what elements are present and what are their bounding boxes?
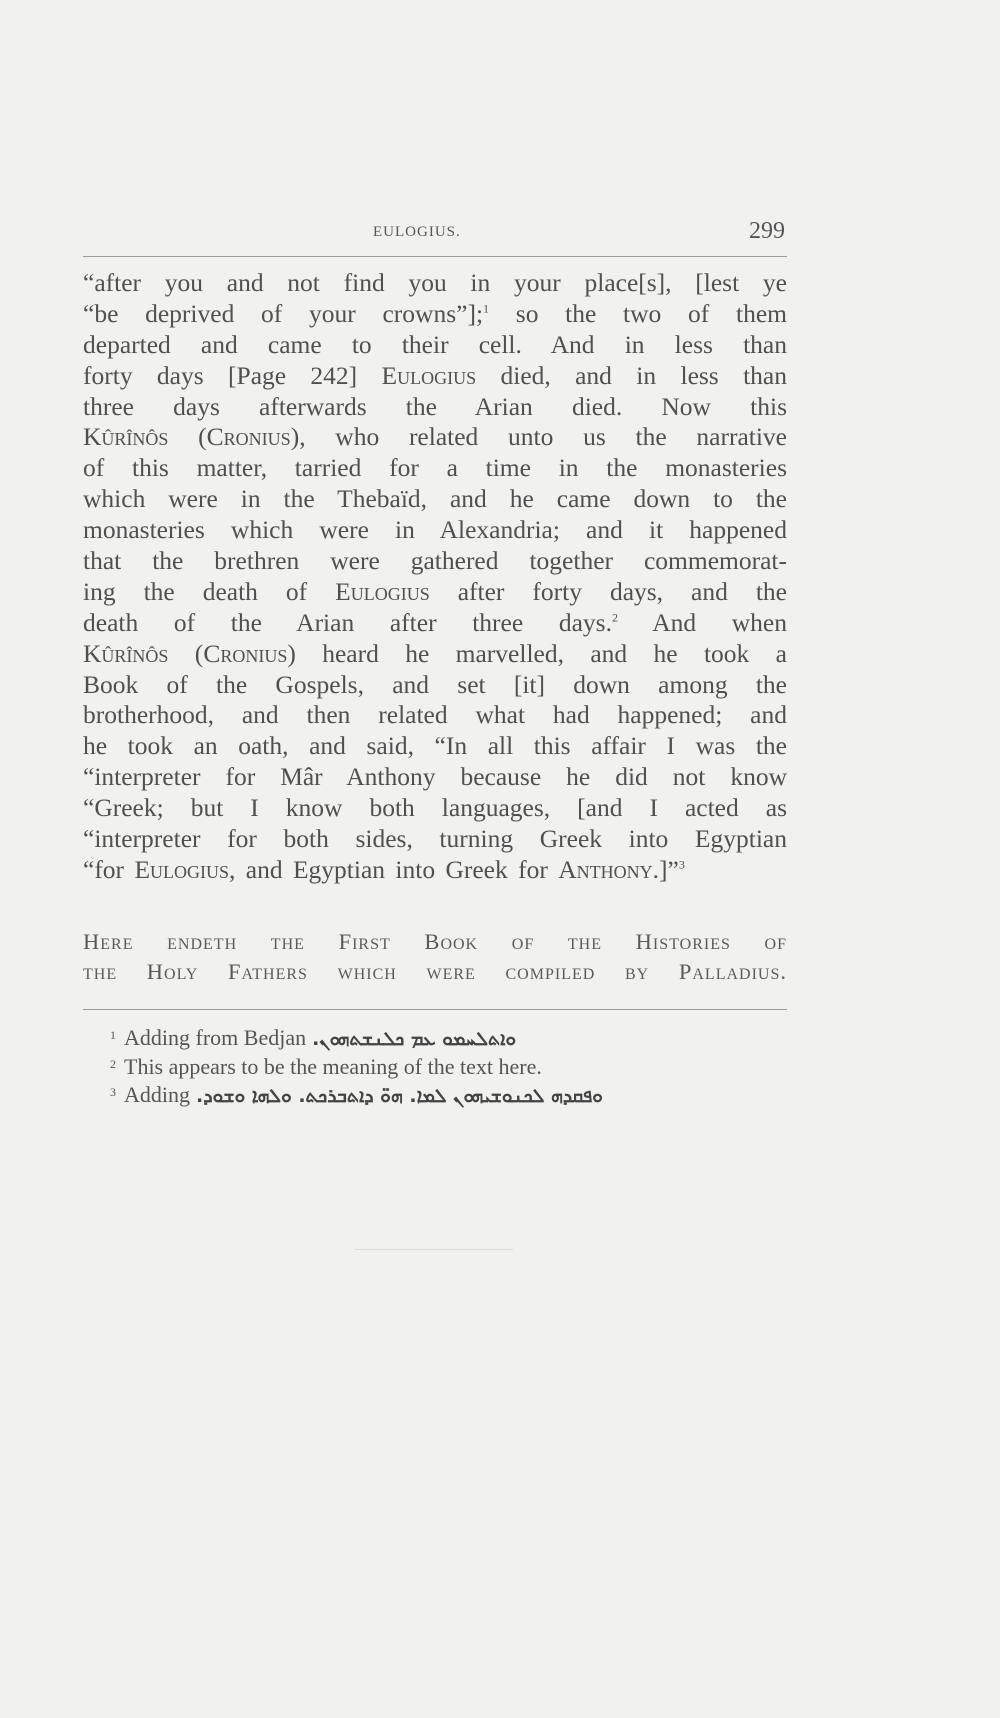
text-run: “interpreter for Mâr Anthony because he did not know xyxy=(83,762,787,792)
body-line xyxy=(83,700,787,731)
footnote-marker: 2 xyxy=(110,1057,116,1071)
footnote xyxy=(110,1081,764,1110)
text-run: forty days [Page 242] xyxy=(83,360,382,390)
footnote-text: This appears to be the meaning of the text here. xyxy=(124,1054,542,1079)
text-run: ( xyxy=(168,422,207,452)
body-line xyxy=(83,639,787,670)
body-text xyxy=(83,268,787,886)
body-line xyxy=(83,392,787,423)
syriac-text: ܘܐܬܠܚܡܘ ܥܡ ܟܠܢܫܬܗܘܢ. xyxy=(312,1028,517,1050)
text-run: .]” xyxy=(652,854,679,884)
text-run: so the two of them xyxy=(489,298,787,328)
body-line xyxy=(83,268,787,299)
footnote xyxy=(110,1053,764,1081)
text-run: brotherhood, and then related what had happened; and xyxy=(83,700,787,730)
colophon xyxy=(83,927,787,987)
footnote xyxy=(110,1024,764,1053)
body-line xyxy=(83,546,787,577)
show-through-rule xyxy=(355,1249,513,1250)
text-run: Book of the Gospels, and set [it] down among the xyxy=(83,669,787,699)
text-run: “be deprived of your crowns”]; xyxy=(83,298,484,328)
body-line xyxy=(83,670,787,701)
body-line xyxy=(83,299,787,330)
footnotes xyxy=(110,1024,764,1110)
body-line xyxy=(83,453,787,484)
page-header xyxy=(83,218,787,252)
small-caps-name: Cronius xyxy=(206,422,291,452)
footnote-text: Adding from Bedjan xyxy=(124,1025,307,1050)
small-caps-name: Kûrînôs xyxy=(83,638,169,668)
colophon-line: Here endeth the First Book of the Histories of xyxy=(83,929,787,954)
text-run: “interpreter for both sides, turning Greek into Egyptian xyxy=(83,824,787,854)
colophon-line: the Holy Fathers which were compiled by Palladius. xyxy=(83,959,787,984)
body-line xyxy=(83,422,787,453)
body-line xyxy=(83,577,787,608)
small-caps-name: Cronius xyxy=(203,638,288,668)
text-run: which were in the Thebaïd, and he came down to the xyxy=(83,484,787,514)
footnote-reference: 2 xyxy=(611,610,618,625)
body-line xyxy=(83,762,787,793)
footnote-marker: 3 xyxy=(110,1085,116,1099)
text-run: , and Egyptian into Greek for xyxy=(229,854,559,884)
footnote-marker: 1 xyxy=(110,1028,116,1042)
text-run: ), who related unto us the narrative xyxy=(290,422,787,452)
text-run: departed and came to their cell. And in less than xyxy=(83,329,787,359)
small-caps-name: Kûrînôs xyxy=(83,422,169,452)
page-number: 299 xyxy=(749,218,785,244)
body-line xyxy=(83,608,787,639)
small-caps-name: Eulogius xyxy=(335,576,430,606)
text-run: died, and in less than xyxy=(476,360,787,390)
text-run: after forty days, and the xyxy=(429,576,787,606)
small-caps-name: Eulogius xyxy=(381,360,477,390)
text-run: And when xyxy=(617,607,787,637)
footnote-rule xyxy=(83,1009,787,1010)
small-caps-name: Anthony xyxy=(558,854,653,884)
syriac-text: ܘܦܩܕܗ ܠܟܢܘܫܝܗܘܢ ܠܡܐ. ܗܘ̈ ܕܐܬܒܪܟܬ. ܘܠܗܐ ܘܫܘܕ. xyxy=(196,1085,603,1107)
text-run: ( xyxy=(168,638,204,668)
body-line xyxy=(83,731,787,762)
text-run: of this matter, tarried for a time in the monasteries xyxy=(83,453,787,483)
body-line xyxy=(83,484,787,515)
text-run: monasteries which were in Alexandria; and it happened xyxy=(83,515,787,545)
text-run: death of the Arian after three days. xyxy=(83,607,612,637)
body-line xyxy=(83,330,787,361)
text-run: ) heard he marvelled, and he took a xyxy=(287,638,787,668)
body-line xyxy=(83,515,787,546)
body-line xyxy=(83,793,787,824)
footnote-reference: 1 xyxy=(483,301,490,316)
small-caps-name: Eulogius xyxy=(134,854,230,884)
text-run: “Greek; but I know both languages, [and I acted as xyxy=(83,793,787,823)
body-line xyxy=(83,855,787,886)
text-run: that the brethren were gathered together commemorat- xyxy=(83,546,787,576)
footnote-reference: 3 xyxy=(678,857,685,872)
body-line xyxy=(83,361,787,392)
text-run: he took an oath, and said, “In all this affair I was the xyxy=(83,731,787,761)
footnote-text: Adding xyxy=(124,1082,190,1107)
header-rule xyxy=(83,256,787,257)
text-run: ing the death of xyxy=(83,576,336,606)
text-run: “after you and not find you in your place[s], [lest ye xyxy=(83,268,787,297)
text-run: “for xyxy=(83,854,135,884)
running-title: EULOGIUS. xyxy=(373,224,461,240)
text-run: three days afterwards the Arian died. Now this xyxy=(83,391,787,421)
body-line xyxy=(83,824,787,855)
